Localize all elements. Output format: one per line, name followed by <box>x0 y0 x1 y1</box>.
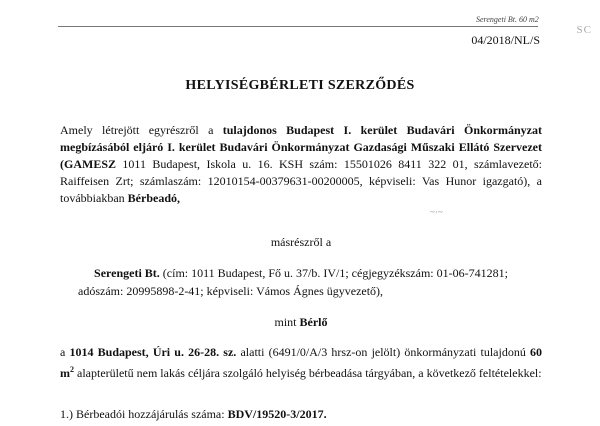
clause-1-number: BDV/19520-3/2017. <box>227 407 327 421</box>
party1-intro: Amely létrejött egyrészről a <box>60 123 223 137</box>
property-area: 60 m <box>60 345 543 380</box>
party2-name: Serengeti Bt. <box>94 266 160 280</box>
area-unit-sup: 2 <box>70 365 74 374</box>
margin-mark: SC <box>576 24 592 36</box>
role-line <box>60 314 542 331</box>
party1-owner: tulajdonos Budapest I. kerület Budavári Önkormányzat megbízásából eljáró I. kerület Budavári Önkormányzat Gazdasági Műszaki Ellátó Szervezet (GAMESZ <box>60 123 542 171</box>
subject-paragraph <box>60 344 542 382</box>
party1-paragraph <box>60 122 542 207</box>
party2-line2: adószám: 20995898-2-41; képviseli: Vámos Ágnes ügyvezető), <box>78 284 384 298</box>
party2-paragraph <box>60 265 542 300</box>
clause-1-label: 1.) Bérbeadói hozzájárulás száma: <box>60 407 228 421</box>
role-prefix: mint <box>274 315 300 329</box>
role-name: Bérlő <box>299 315 328 329</box>
party2-line1: (cím: 1011 Budapest, Fő u. 37/b. IV/1; cégjegyzékszám: 01-06-741281; <box>159 266 508 280</box>
scan-speck: ~·~ <box>430 207 443 217</box>
separator-line: másrészről a <box>270 235 332 249</box>
document-title: HELYISÉGBÉRLETI SZERZŐDÉS <box>185 78 415 93</box>
party1-role: Bérbeadó, <box>127 191 180 205</box>
party1-details: 1011 Budapest, Iskola u. 16. KSH szám: 15501026 8411 322 01, számlavezető: Raiffeisen Zrt; számlaszám: 12010154-00379631-00200005, képviseli: Vas Hunor igazgató), a továbbiakban <box>60 157 542 205</box>
contract-reference: 04/2018/NL/S <box>471 33 540 47</box>
property-address: 1014 Budapest, Úri u. 26-28. sz. <box>69 345 237 359</box>
subject-terms: alapterületű nem lakás céljára szolgáló helyiség bérbeadása tárgyában, a következő feltételekkel: <box>74 366 542 380</box>
running-header: Serengeti Bt. 60 m2 <box>476 15 539 24</box>
subject-intro: a <box>60 345 70 359</box>
clause-1 <box>60 406 542 423</box>
subject-text: alatti (6491/0/A/3 hrsz-on jelölt) önkormányzati tulajdonú <box>236 345 531 359</box>
header-rule <box>58 26 538 27</box>
